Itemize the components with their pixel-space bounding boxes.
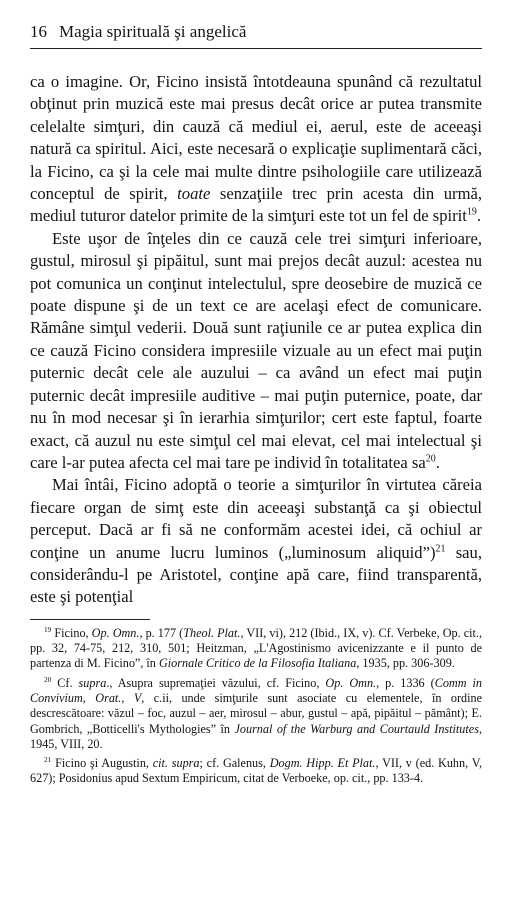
text-run: .: [435, 452, 440, 472]
text-run: , p. 1336 (: [376, 675, 435, 690]
text-run: , 1945, VIII, 20.: [30, 721, 482, 751]
footnotes: [30, 626, 482, 787]
text-run: Ficino şi Augustin,: [51, 756, 153, 771]
footnote-20: [30, 676, 482, 752]
text-run: , VII, vi), 212 (Ibid., IX, v). Cf. Verbeke, Op. cit., pp. 32, 74-75, 212, 310, 501; Heitzman, „L'Agostinismo avicenizzante e il punto de partenza di M. Ficino”, în: [30, 625, 482, 671]
emphasis: Dogm. Hipp. Et Plat.: [269, 756, 376, 771]
emphasis: cit. supra: [152, 756, 200, 771]
text-run: sau, considerându-l pe Aristotel, conţine apă care, fiind transparentă, este şi potenţial: [30, 542, 482, 607]
footnote-number: 20: [44, 674, 52, 684]
text-run: ., Asupra supremaţiei văzului, cf. Ficino,: [106, 675, 326, 690]
emphasis: Op. Omn.: [91, 625, 140, 640]
emphasis: Journal of the Warburg and Courtauld Institutes: [234, 721, 479, 736]
text-run: , p. 177 (: [139, 625, 184, 640]
footnote-19: [30, 626, 482, 672]
footnote-number: 19: [44, 624, 52, 634]
page-number: 16: [30, 22, 47, 41]
text-run: Este uşor de înţeles din ce cauză cele trei simţuri inferioare, gustul, mirosul şi pipăitul, sunt mai prejos decât auzul: acestea nu pot comunica un conţinut intelectulul, spre deosebire de muzică ce poate dispune şi de un text ce are acelaşi efect de comunicare. Rămâne simţul vederii. Două sunt raţiunile ce ar putea explica din ce cauză Ficino considera impresiile vizuale au un efect mai puţin puternic decât cele ale auzului – ca având un efect mai puţin puternic decât impresiile auditive – mai puţin puternice, poate, dar nu în mod necesar şi în ierarhia simţurilor; cert este faptul, foarte exact, că auzul nu este simţul cel mai elevat, cel mai intelectual şi care l-ar putea afecta cel mai tare pe individ în totalitatea sa: [30, 228, 482, 472]
text-run: senzaţiile trec prin acesta din urmă, mediul tuturor datelor primite de la simţuri este tot un fel de spirit: [30, 184, 483, 226]
text-run: , c.ii, unde simţurile sunt asociate cu elementele, în ordine descrescătoare: văzul – foc, auzul – aer, mirosul – abur, gustul – apă, pipăitul – pământ); E. Gombrich, „Botticelli's Mythologies” în: [30, 690, 482, 736]
footnote-21: [30, 756, 482, 787]
running-title: Magia spirituală şi angelică: [59, 22, 247, 41]
text-run: ca o imagine. Or, Ficino insistă întotdeauna spunând că rezultatul obţinut prin muzică este mai presus decât orice ar putea transmite celelalte simţuri, din cauză că mediul ei, aerul, este de aceeaşi natură ca spiritul. Aici, este necesară o explicaţie suplimentară căci, la Ficino, ca şi la cele mai multe dintre psihologiile care utilizează conceptul de spirit,: [30, 72, 482, 204]
main-text: [30, 71, 482, 609]
text-run: Cf.: [51, 675, 79, 690]
emphasis: Giornale Critico de la Filosofia Italiana: [158, 656, 357, 671]
text-run: , VII, v (ed. Kuhn, V, 627); Posidonius apud Sextum Empiricum, citat de Verboeke, op. cit., pp. 133-4.: [30, 756, 482, 786]
footnote-separator: [30, 619, 150, 620]
emphasis: supra: [78, 675, 107, 690]
footnote-ref-19: 19: [466, 206, 477, 218]
footnote-number: 21: [44, 755, 52, 765]
emphasis: Theol. Plat.: [183, 625, 241, 640]
running-header: [30, 22, 482, 49]
text-run: , 1935, pp. 306-309.: [356, 656, 455, 671]
footnote-ref-21: 21: [435, 543, 446, 554]
text-run: ; cf. Galenus,: [199, 756, 270, 771]
emphasis: Comm in Convivium, Orat., V: [30, 675, 483, 705]
book-page: [30, 22, 482, 882]
emphasis: toate: [177, 184, 211, 204]
paragraph-1: [30, 71, 482, 228]
emphasis: Op. Omn.: [325, 675, 377, 690]
text-run: Mai întâi, Ficino adoptă o teorie a simţurilor în virtutea căreia fiecare organ de simţ este din aceeaşi substanţă ca şi obiectul perceput. Dacă ar fi să ne conformăm acestei idei, că ochiul ar conţine un anume lucru luminos („luminosum aliquid”): [30, 475, 482, 562]
paragraph-2: [30, 228, 482, 474]
paragraph-3: [30, 474, 482, 608]
text-run: .: [476, 206, 481, 226]
text-run: Ficino,: [51, 625, 92, 640]
footnote-ref-20: 20: [425, 453, 436, 465]
